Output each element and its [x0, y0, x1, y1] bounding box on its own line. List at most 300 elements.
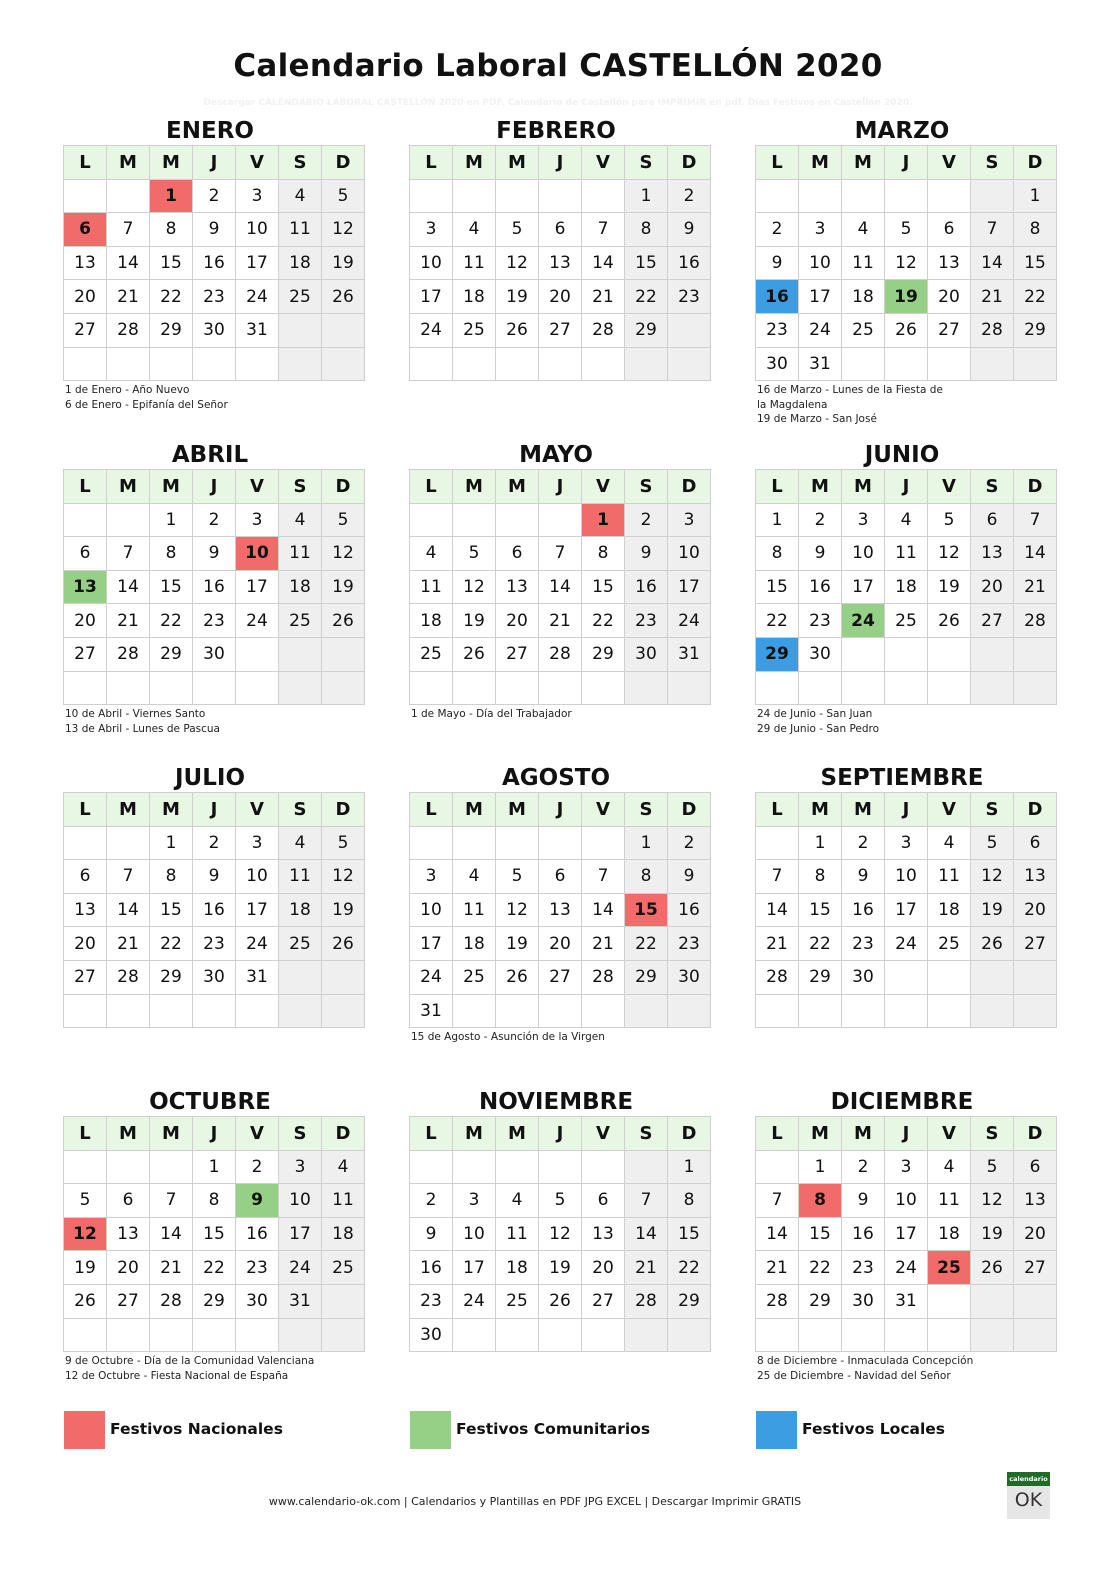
week-row [410, 280, 711, 314]
weekday-header: L [756, 1117, 799, 1151]
day-cell: 15 [150, 246, 193, 280]
week-row [410, 313, 711, 347]
day-cell: 10 [279, 1184, 322, 1218]
day-cell: 27 [64, 960, 107, 994]
weekday-header: M [453, 470, 496, 504]
day-cell: 21 [107, 604, 150, 638]
day-cell: 11 [496, 1217, 539, 1251]
day-cell: 24 [236, 280, 279, 314]
day-cell: 25 [928, 927, 971, 961]
empty-day-cell [496, 1318, 539, 1352]
week-row [410, 604, 711, 638]
day-cell: 29 [150, 960, 193, 994]
comunitario-swatch [410, 1411, 451, 1449]
day-cell: 30 [193, 313, 236, 347]
day-cell: 26 [496, 960, 539, 994]
week-row [410, 994, 711, 1028]
empty-day-cell [928, 347, 971, 381]
week-row [64, 213, 365, 247]
day-cell: 18 [842, 280, 885, 314]
week-row [410, 1184, 711, 1218]
weekday-header: V [582, 470, 625, 504]
weekday-header: M [453, 793, 496, 827]
day-cell: 13 [539, 893, 582, 927]
day-cell: 21 [582, 280, 625, 314]
day-cell: 29 [582, 637, 625, 671]
month-name: JULIO [175, 765, 245, 791]
weekday-header: J [193, 146, 236, 180]
day-cell: 4 [842, 213, 885, 247]
weekday-header: V [236, 793, 279, 827]
day-cell: 20 [582, 1251, 625, 1285]
day-cell: 7 [582, 213, 625, 247]
month-name: NOVIEMBRE [478, 1089, 634, 1115]
empty-day-cell [539, 1318, 582, 1352]
day-cell: 22 [1014, 280, 1057, 314]
month-diciembre [755, 1088, 1049, 1383]
week-row [64, 994, 365, 1028]
day-cell: 3 [279, 1150, 322, 1184]
empty-day-cell [453, 671, 496, 705]
day-cell: 13 [928, 246, 971, 280]
empty-day-cell [971, 1284, 1014, 1318]
day-cell: 17 [410, 927, 453, 961]
empty-day-cell [64, 503, 107, 537]
empty-day-cell [150, 671, 193, 705]
day-cell: 22 [668, 1251, 711, 1285]
day-cell: 30 [193, 637, 236, 671]
day-cell: 10 [799, 246, 842, 280]
weekday-header: S [625, 1117, 668, 1151]
empty-day-cell [885, 960, 928, 994]
empty-day-cell [64, 1150, 107, 1184]
empty-day-cell [885, 1318, 928, 1352]
day-cell: 24 [410, 960, 453, 994]
day-cell: 6 [539, 213, 582, 247]
day-cell: 6 [64, 537, 107, 571]
day-cell: 7 [107, 860, 150, 894]
week-row [64, 860, 365, 894]
day-cell: 23 [410, 1284, 453, 1318]
day-cell: 27 [539, 313, 582, 347]
empty-day-cell [799, 1318, 842, 1352]
day-cell: 6 [64, 860, 107, 894]
day-cell: 21 [756, 1251, 799, 1285]
day-cell: 1 [193, 1150, 236, 1184]
day-cell: 13 [64, 246, 107, 280]
empty-day-cell [539, 503, 582, 537]
day-cell: 9 [193, 537, 236, 571]
day-cell: 8 [150, 213, 193, 247]
legend-comunitario-label: Festivos Comunitarios [456, 1420, 651, 1438]
day-cell: 17 [410, 280, 453, 314]
weekday-header: M [150, 146, 193, 180]
empty-day-cell [64, 347, 107, 381]
weekday-header: D [668, 1117, 711, 1151]
empty-day-cell [928, 637, 971, 671]
day-cell: 21 [107, 280, 150, 314]
empty-day-cell [928, 1284, 971, 1318]
day-cell: 4 [279, 826, 322, 860]
day-cell: 20 [64, 280, 107, 314]
holiday-note: 24 de Junio - San Juan [757, 708, 873, 721]
day-cell: 12 [496, 893, 539, 927]
weekday-header: J [539, 793, 582, 827]
day-cell: 14 [582, 893, 625, 927]
empty-day-cell [322, 1284, 365, 1318]
day-cell: 14 [107, 570, 150, 604]
day-cell: 20 [64, 604, 107, 638]
empty-day-cell [496, 994, 539, 1028]
empty-day-cell [496, 347, 539, 381]
week-row [756, 671, 1057, 705]
day-cell: 1 [1014, 179, 1057, 213]
holiday-day-cell: 19 [885, 280, 928, 314]
day-cell: 23 [193, 280, 236, 314]
day-cell: 13 [971, 537, 1014, 571]
day-cell: 16 [193, 246, 236, 280]
day-cell: 26 [322, 927, 365, 961]
week-row [64, 179, 365, 213]
day-cell: 30 [625, 637, 668, 671]
empty-day-cell [1014, 1284, 1057, 1318]
week-row [756, 893, 1057, 927]
day-cell: 31 [279, 1284, 322, 1318]
empty-day-cell [107, 826, 150, 860]
day-cell: 28 [756, 1284, 799, 1318]
empty-day-cell [193, 1318, 236, 1352]
day-cell: 3 [842, 503, 885, 537]
month-name: SEPTIEMBRE [820, 765, 984, 791]
day-cell: 5 [971, 1150, 1014, 1184]
day-cell: 21 [582, 927, 625, 961]
week-row [64, 280, 365, 314]
month-table [63, 792, 365, 1028]
day-cell: 12 [322, 537, 365, 571]
empty-day-cell [107, 671, 150, 705]
day-cell: 13 [1014, 860, 1057, 894]
day-cell: 14 [539, 570, 582, 604]
day-cell: 15 [799, 1217, 842, 1251]
day-cell: 3 [668, 503, 711, 537]
day-cell: 10 [236, 213, 279, 247]
month-table [755, 469, 1057, 705]
calendario-ok-logo[interactable] [1007, 1472, 1050, 1519]
day-cell: 9 [799, 537, 842, 571]
weekday-header: J [193, 1117, 236, 1151]
day-cell: 2 [668, 179, 711, 213]
day-cell: 15 [625, 246, 668, 280]
month-julio [63, 764, 357, 1030]
empty-day-cell [971, 1318, 1014, 1352]
week-row [410, 1318, 711, 1352]
empty-day-cell [279, 1318, 322, 1352]
holiday-notes [409, 707, 703, 722]
day-cell: 12 [453, 570, 496, 604]
month-table [755, 1116, 1057, 1352]
day-cell: 30 [236, 1284, 279, 1318]
month-abril [63, 441, 357, 736]
weekday-header: S [625, 146, 668, 180]
weekday-header: M [799, 470, 842, 504]
day-cell: 3 [236, 503, 279, 537]
day-cell: 22 [799, 1251, 842, 1285]
day-cell: 11 [279, 213, 322, 247]
week-row [410, 860, 711, 894]
day-cell: 24 [885, 927, 928, 961]
day-cell: 9 [668, 860, 711, 894]
day-cell: 2 [625, 503, 668, 537]
day-cell: 10 [668, 537, 711, 571]
day-cell: 19 [539, 1251, 582, 1285]
day-cell: 1 [799, 1150, 842, 1184]
month-table [755, 145, 1057, 381]
day-cell: 12 [971, 860, 1014, 894]
week-row [756, 213, 1057, 247]
week-row [410, 826, 711, 860]
empty-day-cell [539, 826, 582, 860]
day-cell: 12 [322, 860, 365, 894]
empty-day-cell [885, 347, 928, 381]
day-cell: 15 [799, 893, 842, 927]
weekday-header: M [150, 470, 193, 504]
week-row [64, 1217, 365, 1251]
day-cell: 24 [410, 313, 453, 347]
day-cell: 2 [193, 179, 236, 213]
month-mayo [409, 441, 703, 722]
day-cell: 19 [322, 570, 365, 604]
day-cell: 8 [756, 537, 799, 571]
weekday-header: M [496, 470, 539, 504]
empty-day-cell [885, 994, 928, 1028]
empty-day-cell [885, 671, 928, 705]
week-row [64, 826, 365, 860]
empty-day-cell [107, 1318, 150, 1352]
empty-day-cell [322, 313, 365, 347]
day-cell: 7 [1014, 503, 1057, 537]
empty-day-cell [279, 347, 322, 381]
day-cell: 19 [453, 604, 496, 638]
empty-day-cell [756, 1318, 799, 1352]
empty-day-cell [625, 994, 668, 1028]
day-cell: 15 [668, 1217, 711, 1251]
weekday-header: S [279, 1117, 322, 1151]
empty-day-cell [107, 994, 150, 1028]
day-cell: 22 [625, 927, 668, 961]
weekday-header: J [885, 1117, 928, 1151]
weekday-header: D [322, 146, 365, 180]
empty-day-cell [842, 1318, 885, 1352]
week-row [756, 960, 1057, 994]
day-cell: 20 [64, 927, 107, 961]
empty-day-cell [107, 1150, 150, 1184]
day-cell: 20 [539, 927, 582, 961]
holiday-day-cell: 16 [756, 280, 799, 314]
empty-day-cell [236, 637, 279, 671]
empty-day-cell [322, 960, 365, 994]
month-table [63, 1116, 365, 1352]
day-cell: 29 [625, 960, 668, 994]
day-cell: 4 [279, 179, 322, 213]
day-cell: 27 [1014, 1251, 1057, 1285]
day-cell: 29 [150, 313, 193, 347]
holiday-day-cell: 1 [582, 503, 625, 537]
empty-day-cell [928, 994, 971, 1028]
day-cell: 5 [322, 826, 365, 860]
day-cell: 3 [453, 1184, 496, 1218]
weekday-header: S [971, 470, 1014, 504]
weekday-header-row [64, 793, 365, 827]
month-table [409, 792, 711, 1028]
weekday-header: J [885, 793, 928, 827]
holiday-note: 29 de Junio - San Pedro [757, 722, 880, 735]
day-cell: 28 [107, 637, 150, 671]
empty-day-cell [64, 826, 107, 860]
month-septiembre [755, 764, 1049, 1030]
day-cell: 15 [150, 893, 193, 927]
day-cell: 21 [539, 604, 582, 638]
day-cell: 14 [625, 1217, 668, 1251]
empty-day-cell [582, 179, 625, 213]
week-row [64, 637, 365, 671]
legend-local-label: Festivos Locales [802, 1420, 946, 1438]
weekday-header-row [756, 1117, 1057, 1151]
week-row [64, 503, 365, 537]
week-row [756, 1251, 1057, 1285]
empty-day-cell [582, 671, 625, 705]
empty-day-cell [842, 671, 885, 705]
empty-day-cell [668, 671, 711, 705]
day-cell: 23 [842, 927, 885, 961]
week-row [64, 1184, 365, 1218]
day-cell: 8 [625, 860, 668, 894]
day-cell: 27 [1014, 927, 1057, 961]
day-cell: 29 [625, 313, 668, 347]
day-cell: 28 [582, 960, 625, 994]
empty-day-cell [756, 994, 799, 1028]
empty-day-cell [971, 960, 1014, 994]
weekday-header: L [64, 146, 107, 180]
holiday-note: 1 de Enero - Año Nuevo [65, 384, 190, 397]
empty-day-cell [236, 1318, 279, 1352]
empty-day-cell [279, 637, 322, 671]
day-cell: 27 [971, 604, 1014, 638]
week-row [410, 893, 711, 927]
day-cell: 4 [410, 537, 453, 571]
day-cell: 29 [193, 1284, 236, 1318]
weekday-header: M [496, 146, 539, 180]
week-row [756, 1217, 1057, 1251]
day-cell: 30 [668, 960, 711, 994]
empty-day-cell [496, 671, 539, 705]
empty-day-cell [756, 671, 799, 705]
holiday-note: 25 de Diciembre - Navidad del Señor [757, 1369, 951, 1382]
day-cell: 5 [64, 1184, 107, 1218]
day-cell: 4 [279, 503, 322, 537]
day-cell: 25 [279, 280, 322, 314]
week-row [410, 1150, 711, 1184]
day-cell: 27 [64, 313, 107, 347]
weekday-header: L [756, 146, 799, 180]
holiday-day-cell: 6 [64, 213, 107, 247]
day-cell: 7 [625, 1184, 668, 1218]
day-cell: 23 [799, 604, 842, 638]
day-cell: 29 [150, 637, 193, 671]
week-row [64, 960, 365, 994]
empty-day-cell [928, 960, 971, 994]
day-cell: 12 [885, 246, 928, 280]
weekday-header: M [107, 1117, 150, 1151]
empty-day-cell [668, 1318, 711, 1352]
day-cell: 11 [279, 537, 322, 571]
month-agosto [409, 764, 703, 1045]
day-cell: 26 [928, 604, 971, 638]
day-cell: 11 [885, 537, 928, 571]
day-cell: 16 [625, 570, 668, 604]
weekday-header: V [582, 146, 625, 180]
day-cell: 20 [539, 280, 582, 314]
month-junio [755, 441, 1049, 736]
day-cell: 5 [539, 1184, 582, 1218]
day-cell: 9 [842, 1184, 885, 1218]
day-cell: 30 [842, 960, 885, 994]
empty-day-cell [322, 347, 365, 381]
day-cell: 26 [64, 1284, 107, 1318]
weekday-header: M [150, 793, 193, 827]
week-row [756, 637, 1057, 671]
day-cell: 1 [668, 1150, 711, 1184]
day-cell: 26 [496, 313, 539, 347]
day-cell: 10 [885, 1184, 928, 1218]
day-cell: 27 [539, 960, 582, 994]
day-cell: 30 [842, 1284, 885, 1318]
day-cell: 16 [236, 1217, 279, 1251]
day-cell: 29 [668, 1284, 711, 1318]
week-row [64, 537, 365, 571]
day-cell: 14 [582, 246, 625, 280]
page-title: Calendario Laboral CASTELLÓN 2020 [233, 48, 883, 84]
holiday-note: 15 de Agosto - Asunción de la Virgen [411, 1031, 605, 1044]
week-row [756, 280, 1057, 314]
day-cell: 18 [279, 246, 322, 280]
month-name: MAYO [519, 442, 593, 468]
weekday-header-row [756, 793, 1057, 827]
day-cell: 6 [582, 1184, 625, 1218]
day-cell: 18 [928, 1217, 971, 1251]
empty-day-cell [150, 1318, 193, 1352]
weekday-header: D [1014, 793, 1057, 827]
empty-day-cell [496, 503, 539, 537]
weekday-header: V [928, 1117, 971, 1151]
day-cell: 28 [971, 313, 1014, 347]
day-cell: 14 [756, 893, 799, 927]
day-cell: 11 [928, 860, 971, 894]
weekday-header: V [582, 1117, 625, 1151]
holiday-day-cell: 9 [236, 1184, 279, 1218]
day-cell: 1 [625, 826, 668, 860]
empty-day-cell [668, 994, 711, 1028]
month-name: FEBRERO [496, 118, 616, 144]
week-row [410, 503, 711, 537]
day-cell: 22 [582, 604, 625, 638]
month-name: MARZO [854, 118, 950, 144]
day-cell: 20 [1014, 1217, 1057, 1251]
day-cell: 18 [279, 570, 322, 604]
week-row [64, 313, 365, 347]
day-cell: 6 [1014, 1150, 1057, 1184]
day-cell: 16 [668, 893, 711, 927]
week-row [756, 347, 1057, 381]
